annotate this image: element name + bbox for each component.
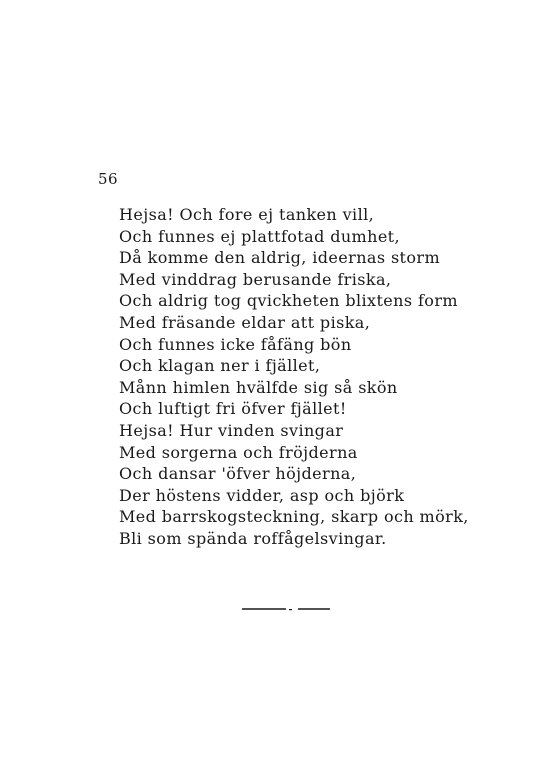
poem-line: Och luftigt fri öfver fjället! [119,399,347,419]
page-number: 56 [98,170,119,188]
poem-line: Hejsa! Hur vinden svingar [119,420,344,440]
poem-line: Med fräsande eldar att piska, [119,312,371,332]
section-divider [242,604,332,614]
poem-line: Och dansar 'öfver höjderna, [119,464,357,484]
poem-line: Och aldrig tog qvickheten blixtens form [119,291,458,311]
poem-line: Der höstens vidder, asp och björk [119,485,405,505]
poem-line: Månn himlen hvälfde sig så skön [119,377,398,397]
poem-line: Med sorgerna och fröjderna [119,442,358,462]
poem-line: Hejsa! Och fore ej tanken vill, [119,205,375,224]
poem-line: Och funnes ej plattfotad dumhet, [119,226,401,246]
poem-line: Bli som spända roffågelsvingar. [119,528,387,548]
poem-line: Och klagan ner i fjället, [119,356,321,376]
poem-line: Då komme den aldrig, ideernas storm [119,248,441,268]
poem-line: Och funnes icke fåfäng bön [119,334,352,354]
poem-line: Med barrskogsteckning, skarp och mörk, [119,507,469,527]
poem [119,204,539,550]
poem-line: Med vinddrag berusande friska, [119,269,392,289]
